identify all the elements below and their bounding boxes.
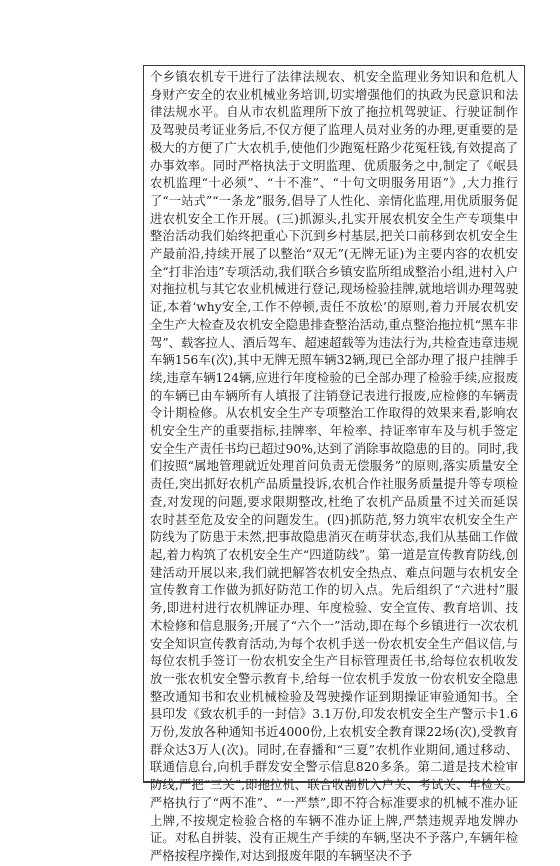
body-paragraph: 个乡镇农机专干进行了法律法规农、机安全监理业务知识和危机人身财产安全的农业机械业务培训,切实增强他们的执政为民意识和法律法规水平。自从市农机监理所下放了拖拉机驾驶证、行驶证制作及驾驶员考证业务后,不仅方便了监理人员对业务的办理,更重要的是极大的方便了广大农机手,使他们少跑冤枉路少花冤枉钱,有效提高了办事效率。同时严格执法于文明监理、优质服务之中,制定了《岷县农机监理“十必须”、“十不准”、“十句文明服务用语”》,大力推行了“一站式”“一条龙”服务,倡导了人性化、亲情化监理,用优质服务促进农机安全工作开展。(三)抓源头,扎实开展农机安全生产专项集中整治活动我们始终把重心下沉到乡村基层,把关口前移到农机安全生产最前沿,持续开展了以整治“双无”(无牌无证)为主要内容的农机安全“打非治违”专项活动,我们联合乡镇安监所组成整治小组,进村入户对拖拉机与其它农业机械进行登记,现场检验挂牌,就地培训办理驾驶证,本着‘why安全,工作不停顿,责任不放松’的原则,着力开展农机安全生产大检查及农机安全隐患排查整治活动,重点整治拖拉机“黑车非驾”、载客拉人、酒后驾车、超速超载等为违法行为,共检查违章违规车辆156车(次),其中无牌无照车辆32辆,现已全部办理了报户挂牌手续,违章车辆124辆,应进行年度检验的已全部办理了检验手续,应报废的车辆已由车辆所有人填报了注销登记表进行报废,应检修的车辆责令计期检修。从农机安全生产专项整治工作取得的效果来看,影响农机安全生产的重要指标,挂牌率、年检率、持证率审车及与机手签定安全生产责任书均已超过90%,达到了消除事故隐患的目的。同时,我们按照“属地管理就近处理首问负责无偿服务”的原则,落实质量安全责任,突出抓好农机产品质量投诉,农机合作社服务质量提升等专项检查,对发现的问题,要求限期整改,杜绝了农机产品质量不过关而延误农时甚至危及安全的问题发生。(四)抓防范,努力筑牢农机安全生产防线为了防患于未然,把事故隐患消灭在萌芽状态,我们从基础工作做起,着力构筑了农机安全生产“四道防线”。第一道是宣传教育防线,创建活动开展以来,我们就把解答农机安全热点、难点问题与农机安全宣传教育工作做为抓好防范工作的切入点。先后组织了“六进村”服务,即进村进行农机牌证办理、年度检验、安全宣传、教育培训、技术检修和信息服务;开展了“六个一”活动,即在每个乡镇进行一次农机安全知识宣传教育活动,为每个农机手送一份农机安全生产倡议信,与每位农机手签订一份农机安全生产目标管理责任书,给每位农机收发放一张农机安全警示教育卡,给每一位农机手发放一份农机安全隐患整改通知书和农业机械检验及驾驶操作证到期操证审验通知书。全县印发《致农机手的一封信》3.1万份,印发农机安全生产警示卡1.6万份,发放各种通知书近4000份,上农机安全教育课22场(次),受教育群众达3万人(次)。同时,在春播和“三夏”农机作业期间,通过移动、联通信息台,向机手群发安全警示信息820多条。第二道是技术检审防线,严把“三关”,即拖拉机、联合收割机入户关、考试关、年检关。严格执行了“两不准”、“一严禁”,即不符合标准要求的机械不准办证上牌,不按规定检验合格的车辆不准办证上牌,严禁违规弄地发牌办证。对私自拼装、没有正规生产手续的车辆,坚决不予落户,车辆年检严格按程序操作,对达到报废年限的车辆坚决不予: [150, 70, 518, 863]
document-table-cell: [143, 65, 525, 863]
table-bottom-rule: [144, 781, 524, 782]
